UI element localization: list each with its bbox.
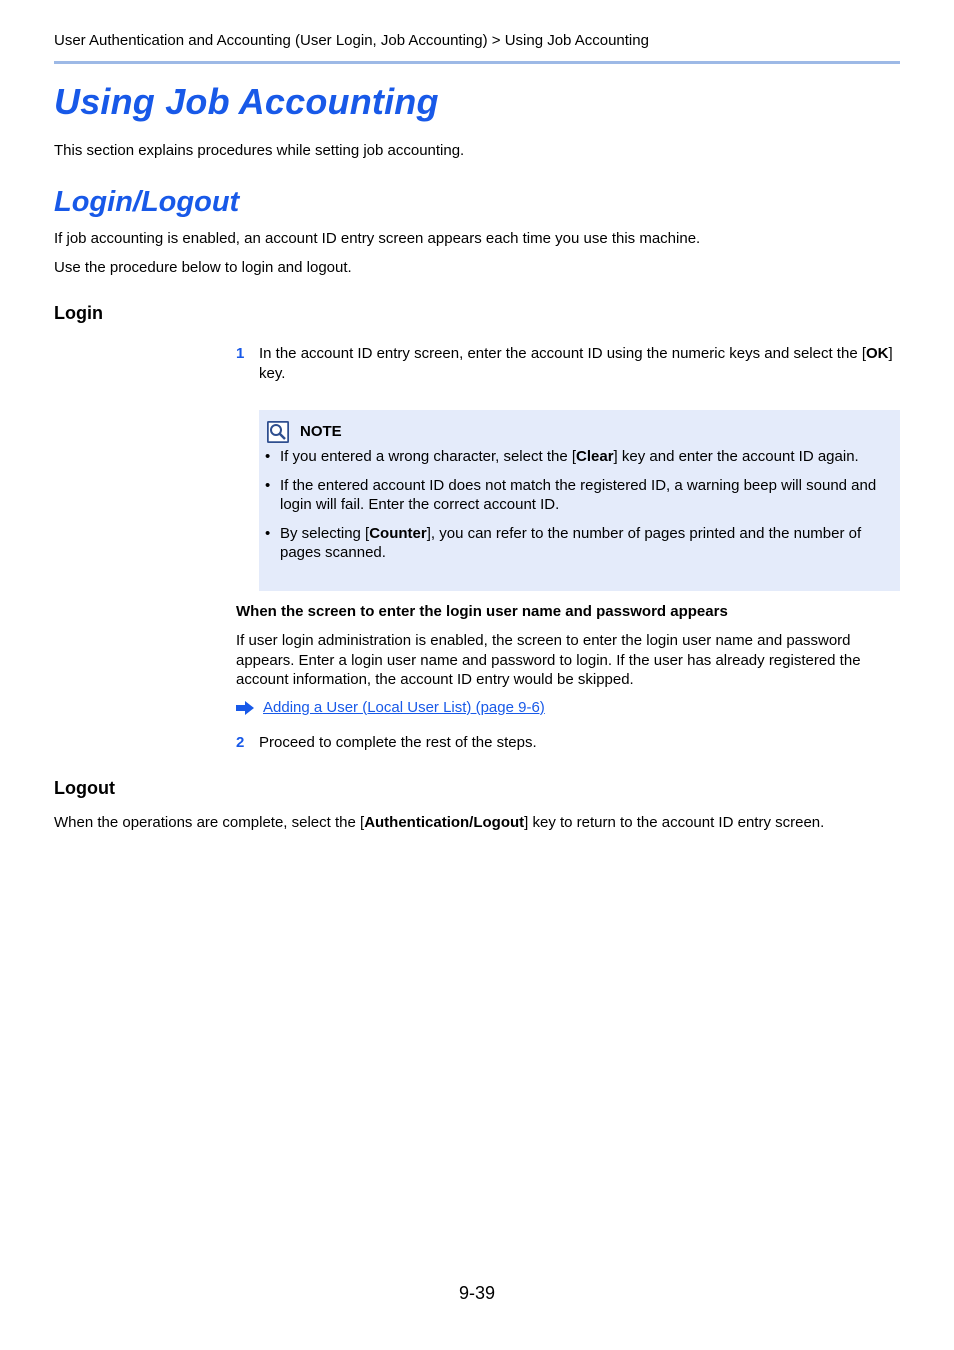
adding-user-link[interactable]: Adding a User (Local User List) (page 9-6) [263,699,545,716]
section-intro: This section explains procedures while setting job accounting. [54,142,465,159]
subsection-para-1: If job accounting is enabled, an account ID entry screen appears each time you use this machine. [54,230,701,247]
step-2-number: 2 [236,734,245,751]
subsection-title: Login/Logout [54,186,240,218]
page-title: Using Job Accounting [54,81,439,122]
note-item: • By selecting [Counter], you can refer to the number of pages printed and the number of pages scanned. [265,524,862,561]
note-list [265,447,890,572]
note-item: • If you entered a wrong character, select the [Clear] key and enter the account ID again. [265,448,859,465]
note-box [259,410,900,591]
note-icon [267,421,289,443]
logout-heading: Logout [54,778,115,798]
step-2-text: Proceed to complete the rest of the steps. [259,734,537,751]
reference-link-row [236,698,545,718]
auth-logout-key-label: Authentication/Logout [364,814,525,831]
logout-text: When the operations are complete, select the [Authentication/Logout] key to return to the account ID entry screen. [54,814,825,831]
counter-key-label: Counter [369,524,427,542]
clear-key-label: Clear [576,448,614,465]
login-subheading: When the screen to enter the login user name and password appears [236,603,728,620]
subsection-para-2: Use the procedure below to login and logout. [54,259,352,276]
note-item: • If the entered account ID does not match the registered ID, a warning beep will sound and login will fail. Enter the correct account ID. [265,476,877,513]
arrow-right-icon [236,701,254,715]
page-number: 9-39 [458,1283,496,1303]
header-divider [54,61,900,64]
note-label: NOTE [300,423,342,440]
login-heading: Login [54,303,103,323]
login-subpara: If user login administration is enabled, the screen to enter the login user name and password appears. Enter a login user name and password to login. If the user has already registered the account information, the account ID entry would be skipped. [236,632,861,688]
breadcrumb: User Authentication and Accounting (User Login, Job Accounting) > Using Job Accounting [54,32,649,49]
ok-key-label: OK [866,345,889,362]
step-1-text: In the account ID entry screen, enter the account ID using the numeric keys and select the [OK] key. [259,345,893,382]
step-1-number: 1 [236,345,245,362]
